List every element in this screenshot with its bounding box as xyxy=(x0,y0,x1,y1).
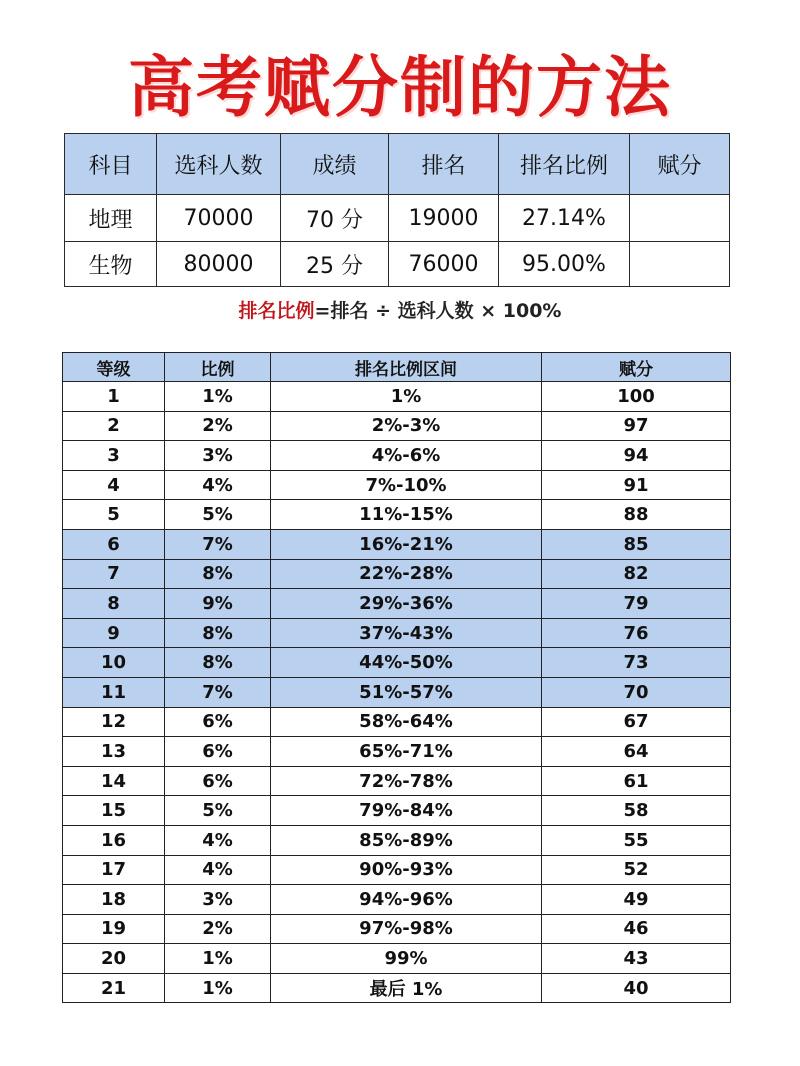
cell-assigned-score: 67 xyxy=(542,707,731,737)
cell-grade: 16 xyxy=(63,825,165,855)
cell-rank-range: 37%-43% xyxy=(271,618,542,648)
cell-assigned-score: 88 xyxy=(542,500,731,530)
cell-assigned-score: 40 xyxy=(542,973,731,1003)
cell-proportion: 1% xyxy=(165,944,271,974)
cell-rank-range: 1% xyxy=(271,382,542,412)
cell-grade: 15 xyxy=(63,796,165,826)
cell-rank-ratio: 95.00% xyxy=(499,242,630,287)
cell-grade: 11 xyxy=(63,677,165,707)
cell-proportion: 9% xyxy=(165,589,271,619)
cell-assigned-score: 46 xyxy=(542,914,731,944)
cell-subject: 生物 xyxy=(65,242,157,287)
cell-proportion: 8% xyxy=(165,559,271,589)
table-row xyxy=(63,382,731,412)
cell-assigned-score: 82 xyxy=(542,559,731,589)
formula-highlight: 排名比例 xyxy=(238,300,315,322)
cell-proportion: 6% xyxy=(165,707,271,737)
cell-rank-range: 85%-89% xyxy=(271,825,542,855)
cell-assigned-score: 43 xyxy=(542,944,731,974)
cell-rank-range: 65%-71% xyxy=(271,737,542,767)
cell-rank-range: 79%-84% xyxy=(271,796,542,826)
cell-rank-range: 4%-6% xyxy=(271,441,542,471)
cell-rank-range: 94%-96% xyxy=(271,885,542,915)
cell-enrollment: 70000 xyxy=(157,195,281,242)
header-proportion: 比例 xyxy=(165,353,271,382)
formula-rest: =排名 ÷ 选科人数 × 100% xyxy=(314,300,562,322)
cell-grade: 21 xyxy=(63,973,165,1003)
cell-rank-range: 51%-57% xyxy=(271,677,542,707)
cell-rank-range: 97%-98% xyxy=(271,914,542,944)
page-title: 高考赋分制的方法 xyxy=(128,49,672,126)
grade-header-row xyxy=(63,353,731,382)
cell-grade: 13 xyxy=(63,737,165,767)
table-row xyxy=(65,195,730,242)
header-rank-ratio: 排名比例 xyxy=(499,134,630,195)
table-row xyxy=(63,944,731,974)
cell-grade: 18 xyxy=(63,885,165,915)
table-row xyxy=(63,973,731,1003)
header-assigned-score: 赋分 xyxy=(630,134,730,195)
cell-rank-range: 最后 1% xyxy=(271,973,542,1003)
cell-grade: 12 xyxy=(63,707,165,737)
cell-score: 25 分 xyxy=(281,242,389,287)
cell-assigned-score: 91 xyxy=(542,470,731,500)
cell-rank: 76000 xyxy=(389,242,499,287)
cell-proportion: 6% xyxy=(165,737,271,767)
cell-grade: 19 xyxy=(63,914,165,944)
cell-subject: 地理 xyxy=(65,195,157,242)
cell-grade: 8 xyxy=(63,589,165,619)
cell-grade: 6 xyxy=(63,529,165,559)
rank-ratio-formula xyxy=(0,296,800,323)
table-row xyxy=(63,914,731,944)
cell-rank-range: 99% xyxy=(271,944,542,974)
summary-header-row xyxy=(65,134,730,195)
cell-rank-range: 29%-36% xyxy=(271,589,542,619)
table-row xyxy=(63,618,731,648)
table-row xyxy=(63,411,731,441)
table-row xyxy=(65,242,730,287)
cell-grade: 1 xyxy=(63,382,165,412)
cell-assigned-score: 79 xyxy=(542,589,731,619)
cell-grade: 7 xyxy=(63,559,165,589)
cell-assigned-score: 73 xyxy=(542,648,731,678)
cell-assigned-score: 52 xyxy=(542,855,731,885)
table-row xyxy=(63,766,731,796)
table-row xyxy=(63,885,731,915)
cell-grade: 5 xyxy=(63,500,165,530)
cell-proportion: 5% xyxy=(165,500,271,530)
cell-proportion: 1% xyxy=(165,973,271,1003)
cell-assigned-score: 64 xyxy=(542,737,731,767)
table-row xyxy=(63,529,731,559)
table-row xyxy=(63,677,731,707)
table-row xyxy=(63,707,731,737)
cell-assigned-score: 61 xyxy=(542,766,731,796)
cell-proportion: 1% xyxy=(165,382,271,412)
cell-grade: 4 xyxy=(63,470,165,500)
header-rank-range: 排名比例区间 xyxy=(271,353,542,382)
cell-assigned-score: 76 xyxy=(542,618,731,648)
cell-proportion: 3% xyxy=(165,441,271,471)
header-grade: 等级 xyxy=(63,353,165,382)
cell-grade: 9 xyxy=(63,618,165,648)
cell-assigned-score: 70 xyxy=(542,677,731,707)
cell-assigned-score xyxy=(630,195,730,242)
table-row xyxy=(63,796,731,826)
cell-proportion: 6% xyxy=(165,766,271,796)
cell-enrollment: 80000 xyxy=(157,242,281,287)
table-row xyxy=(63,825,731,855)
cell-assigned-score: 94 xyxy=(542,441,731,471)
cell-rank-range: 44%-50% xyxy=(271,648,542,678)
header-assigned-score: 赋分 xyxy=(542,353,731,382)
cell-rank-range: 72%-78% xyxy=(271,766,542,796)
summary-table xyxy=(64,133,730,287)
cell-assigned-score: 58 xyxy=(542,796,731,826)
cell-rank: 19000 xyxy=(389,195,499,242)
table-row xyxy=(63,470,731,500)
grade-table-body xyxy=(63,382,731,1003)
cell-rank-range: 90%-93% xyxy=(271,855,542,885)
table-row xyxy=(63,737,731,767)
cell-rank-range: 7%-10% xyxy=(271,470,542,500)
table-row xyxy=(63,500,731,530)
cell-rank-range: 22%-28% xyxy=(271,559,542,589)
header-rank: 排名 xyxy=(389,134,499,195)
cell-grade: 20 xyxy=(63,944,165,974)
cell-proportion: 7% xyxy=(165,677,271,707)
header-enrollment: 选科人数 xyxy=(157,134,281,195)
cell-proportion: 2% xyxy=(165,411,271,441)
cell-proportion: 8% xyxy=(165,618,271,648)
table-row xyxy=(63,589,731,619)
cell-assigned-score: 97 xyxy=(542,411,731,441)
cell-proportion: 4% xyxy=(165,825,271,855)
cell-grade: 10 xyxy=(63,648,165,678)
table-row xyxy=(63,855,731,885)
table-row xyxy=(63,441,731,471)
cell-assigned-score: 55 xyxy=(542,825,731,855)
cell-rank-ratio: 27.14% xyxy=(499,195,630,242)
cell-grade: 14 xyxy=(63,766,165,796)
cell-grade: 3 xyxy=(63,441,165,471)
cell-proportion: 8% xyxy=(165,648,271,678)
cell-proportion: 4% xyxy=(165,855,271,885)
cell-proportion: 3% xyxy=(165,885,271,915)
cell-rank-range: 2%-3% xyxy=(271,411,542,441)
cell-rank-range: 16%-21% xyxy=(271,529,542,559)
cell-proportion: 4% xyxy=(165,470,271,500)
cell-assigned-score: 100 xyxy=(542,382,731,412)
header-score: 成绩 xyxy=(281,134,389,195)
table-row xyxy=(63,559,731,589)
cell-assigned-score: 85 xyxy=(542,529,731,559)
cell-rank-range: 11%-15% xyxy=(271,500,542,530)
cell-proportion: 7% xyxy=(165,529,271,559)
grade-table xyxy=(62,352,731,1003)
cell-assigned-score: 49 xyxy=(542,885,731,915)
cell-proportion: 5% xyxy=(165,796,271,826)
cell-grade: 17 xyxy=(63,855,165,885)
table-row xyxy=(63,648,731,678)
cell-proportion: 2% xyxy=(165,914,271,944)
cell-score: 70 分 xyxy=(281,195,389,242)
cell-grade: 2 xyxy=(63,411,165,441)
header-subject: 科目 xyxy=(65,134,157,195)
cell-assigned-score xyxy=(630,242,730,287)
cell-rank-range: 58%-64% xyxy=(271,707,542,737)
